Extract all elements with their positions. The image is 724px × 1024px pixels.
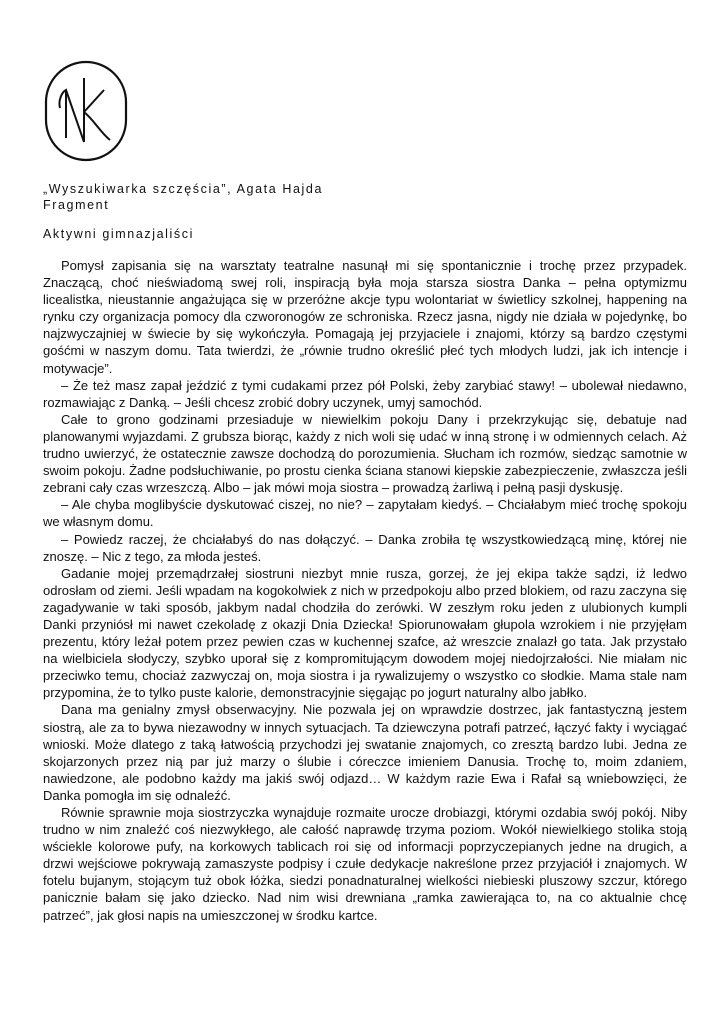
subtitle: Fragment	[43, 198, 110, 212]
paragraph: – Powiedz raczej, że chciałabyś do nas dołączyć. – Danka zrobiła tę wszystkowiedzącą minę, której nie znoszę. – Nic z tego, za młoda jesteś.	[43, 531, 687, 564]
paragraph: – Ale chyba moglibyście dyskutować ciszej, no nie? – zapytałam kiedyś. – Chciałabym mieć trochę spokoju we własnym domu.	[43, 497, 687, 530]
section-title: Aktywni gimnazjaliści	[43, 227, 194, 241]
header	[43, 181, 683, 213]
paragraph: Gadanie mojej przemądrzałej siostruni niezbyt mnie rusza, gorzej, że jej ekipa także sądzi, iż ledwo odrosłam od ziemi. Jeśli wpadam na kogokolwiek z nich w przedpokoju albo przed blokiem, od razu zaczyna się zagadywanie w taki sposób, jakbym nadal chodziła do zerówki. W zeszłym roku jeden z ulubionych kumpli Danki przyniósł mi nawet czekoladę z okazji Dnia Dziecka! Spiorunowałam głupola wzrokiem i nie przyjęłam prezentu, który leżał potem przez pewien czas w kuchennej szafce, aż wreszcie znalazł go tata. Jak przystało na wielbiciela słodyczy, szybko uporał się z kompromitującym dowodem mojej niedojrzałości. Nie miałam nic przeciwko temu, chociaż zazwyczaj on, moja siostra i ja rywalizujemy o wszystko co słodkie. Mama stale nam przypomina, że to tylko puste kalorie, demonstracyjnie sięgając po jogurt naturalny albo jabłko.	[43, 565, 687, 701]
paragraph: Równie sprawnie moja siostrzyczka wynajduje rozmaite urocze drobiazgi, którymi ozdabia swój pokój. Niby trudno w nim znaleźć coś niezwykłego, ale całość naprawdę trzyma poziom. Wokół niewielkiego stolika stoją wściekle kolorowe pufy, na korkowych tablicach roi się od informacji poprzyczepianych jedne na drugich, a drzwi wejściowe pokrywają zamaszyste podpisy i czułe dedykacje nakreślone przez przyjaciół i znajomych. W fotelu bujanym, stojącym tuż obok łóżka, siedzi ponadnaturalnej wielkości niebieski pluszowy szczur, którego panicznie bałam się jako dziecko. Nad nim wisi drewniana „ramka zawierająca to, na co aktualnie chcę patrzeć”, jak głosi napis na umieszczonej w środku kartce.	[43, 805, 687, 923]
paragraph: Całe to grono godzinami przesiaduje w niewielkim pokoju Dany i przekrzykując się, debatuje nad planowanymi wyjazdami. Z grubsza biorąc, każdy z nich woli się udać w inną stronę i w odmiennych celach. Aż trudno uwierzyć, że ostatecznie zawsze dochodzą do porozumienia. Słucham ich rozmów, siedząc samotnie w swoim pokoju. Żadne podsłuchiwanie, po prostu cienka ściana stanowi kiepskie zabezpieczenie, zwłaszcza jeśli zebrani cały czas wrzeszczą. Albo – jak mówi moja siostra – prowadzą żarliwą i pełną pasji dyskusję.	[43, 411, 687, 496]
paragraph: Pomysł zapisania się na warsztaty teatralne nasunął mi się spontanicznie i trochę przez przypadek. Znaczącą, choć nieświadomą swej roli, inspiracją była moja starsza siostra Danka – pełna optymizmu licealistka, nieustannie angażująca się w przeróżne akcje typu wolontariat w świetlicy szkolnej, happening na rynku czy organizacja pomocy dla czworonogów ze schroniska. Rzecz jasna, nigdy nie działa w pojedynkę, bo najzwyczajniej w świecie by się wykończyła. Pomagają jej przyjaciele i znajomi, którzy są bardzo częstymi gośćmi w naszym domu. Tata twierdzi, że „równie trudno określić płeć tych młodych ludzi, jak ich intencje i motywacje”.	[43, 258, 687, 376]
article-body	[43, 257, 687, 924]
publisher-logo-icon	[44, 60, 128, 162]
paragraph: – Że też masz zapał jeździć z tymi cudakami przez pół Polski, żeby zarybiać stawy! – ubolewał niedawno, rozmawiając z Danką. – Jeśli chcesz zrobić dobry uczynek, umyj samochód.	[43, 377, 687, 410]
title-line: „Wyszukiwarka szczęścia”, Agata Hajda	[43, 182, 323, 196]
paragraph: Dana ma genialny zmysł obserwacyjny. Nie pozwala jej on wprawdzie dostrzec, jak fantastyczną jestem siostrą, ale za to bywa niezawodny w innych sytuacjach. Ta dziewczyna potrafi patrzeć, łączyć fakty i wyciągać wnioski. Może dlatego z taką łatwością przychodzi jej swatanie znajomych, co zresztą bardzo lubi. Jedna ze skojarzonych przez nią par już marzy o ślubie i córeczce imieniem Danusia. Trochę to, moim zdaniem, nawiedzone, ale podobno każdy ma jakiś swój odjazd… W każdym razie Ewa i Rafał są wniebowzięci, że Danka pomogła im się odnaleźć.	[43, 702, 687, 803]
